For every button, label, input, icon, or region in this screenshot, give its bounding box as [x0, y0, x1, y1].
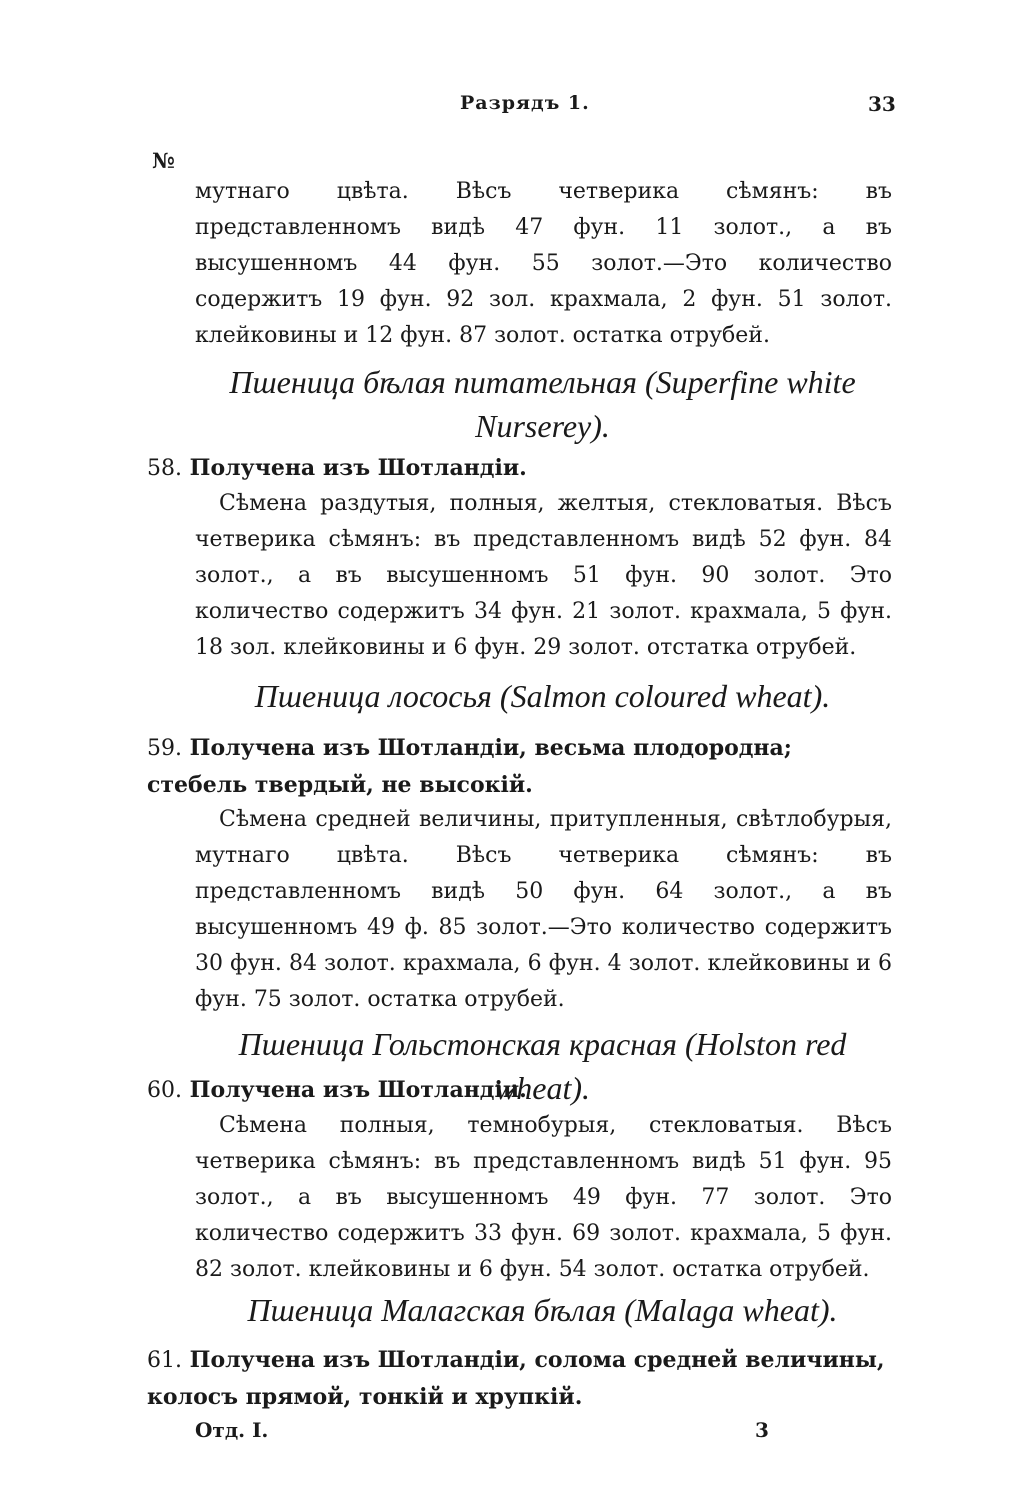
- entry-60-description: Сѣмена полныя, темнобурыя, стекловатыя. Вѣсъ четверика сѣмянъ: въ представленномъ видѣ 51 фун. 95 золот., а въ высушенномъ 49 фун. 77 золот. Это количество содержитъ 33 фун. 69 золот. крахмала, 5 фун. 82 золот. клейковины и 6 фун. 54 золот. остатка отрубей.: [195, 1113, 892, 1282]
- heading-superfine-white: Пшеница бѣлая питательная (Superfine white Nurserey).: [229, 364, 856, 444]
- entry-number: 60.: [147, 1078, 182, 1103]
- entry-source-text: Получена изъ Шотландiи, весьма плодородна; стебель твердый, не высокiй.: [147, 735, 792, 798]
- entry-59-description: Сѣмена средней величины, притупленныя, свѣтлобурыя, мутнаго цвѣта. Вѣсъ четверика сѣмянъ: въ представленномъ видѣ 50 фун. 64 золот., а въ высушенномъ 49 ф. 85 золот.—Это количество содержитъ 30 фун. 84 золот. крахмала, 6 фун. 4 золот. клейковины и 6 фун. 75 золот. остатка отрубей.: [195, 807, 892, 1012]
- number-column-sign: №: [152, 148, 175, 173]
- entry-58-source: [147, 450, 892, 487]
- sheet-number: 3: [755, 1418, 769, 1442]
- entry-number: 59.: [147, 736, 182, 761]
- entry-source-text: Получена изъ Шотландiи.: [189, 455, 527, 481]
- signature-mark: Отд. I.: [195, 1418, 269, 1442]
- intro-paragraph: мутнаго цвѣта. Вѣсъ четверика сѣмянъ: въ представленномъ видѣ 47 фун. 11 золот., а въ высушенномъ 44 фун. 55 золот.—Это количество содержитъ 19 фун. 92 зол. крахмала, 2 фун. 51 золот. клейковины и 12 фун. 87 золот. остатка отрубей.: [195, 179, 892, 348]
- entry-60-source: [147, 1072, 892, 1109]
- page-number: 33: [868, 92, 896, 116]
- heading-holston-red: Пшеница Гольстонская красная (Holston red wheat).: [238, 1026, 847, 1106]
- running-head: Разрядъ 1.: [460, 92, 590, 114]
- entry-source-text: Получена изъ Шотландiи, солома средней величины, колосъ прямой, тонкiй и хрупкiй.: [147, 1347, 885, 1410]
- heading-malaga-white: Пшеница Малагская бѣлая (Malaga wheat).: [247, 1292, 838, 1328]
- heading-salmon-coloured: Пшеница лососья (Salmon coloured wheat).: [254, 678, 831, 714]
- entry-58-description: Сѣмена раздутыя, полныя, желтыя, стекловатыя. Вѣсъ четверика сѣмянъ: въ представленномъ видѣ 52 фун. 84 золот., а въ высушенномъ 51 фун. 90 золот. Это количество содержитъ 34 фун. 21 золот. крахмала, 5 фун. 18 зол. клейковины и 6 фун. 29 золот. отстатка отрубей.: [195, 491, 892, 660]
- entry-source-text: Получена изъ Шотландiи.: [189, 1077, 527, 1103]
- entry-number: 58.: [147, 456, 182, 481]
- entry-59-source: [147, 730, 892, 803]
- entry-61-source: [147, 1342, 892, 1415]
- entry-number: 61.: [147, 1348, 182, 1373]
